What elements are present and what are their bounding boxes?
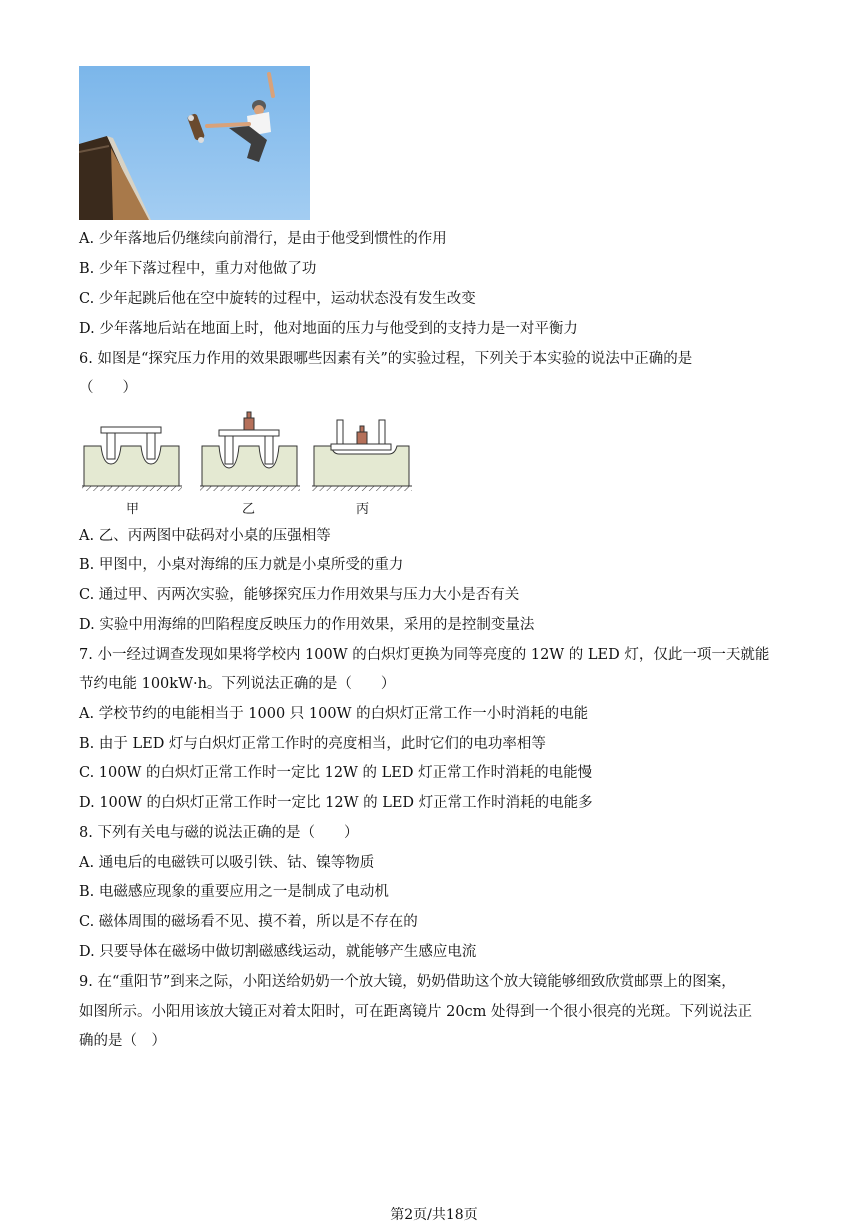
q7-option-c: C. 100W 的白炽灯正常工作时一定比 12W 的 LED 灯正常工作时消耗的电能慢 xyxy=(79,765,593,781)
figure-yi xyxy=(200,412,300,491)
figure-label-jia: 甲 xyxy=(126,502,140,517)
q7-option-a: A. 学校节约的电能相当于 1000 只 100W 的白炽灯正常工作一小时消耗的电能 xyxy=(79,706,589,722)
q8-option-c: C. 磁体周围的磁场看不见、摸不着，所以是不存在的 xyxy=(79,914,418,930)
q8-stem: 8. 下列有关电与磁的说法正确的是（ ） xyxy=(79,825,359,841)
q6-option-a: A. 乙、丙两图中砝码对小桌的压强相等 xyxy=(79,528,331,544)
q8-option-d: D. 只要导体在磁场中做切割磁感线运动，就能够产生感应电流 xyxy=(79,944,477,960)
q6-option-c: C. 通过甲、丙两次实验，能够探究压力作用效果与压力大小是否有关 xyxy=(79,587,520,603)
figure-label-yi: 乙 xyxy=(242,502,256,517)
q5-option-d: D. 少年落地后站在地面上时，他对地面的压力与他受到的支持力是一对平衡力 xyxy=(79,321,578,337)
pressure-experiment-figure xyxy=(79,406,415,518)
q6-option-b: B. 甲图中，小桌对海绵的压力就是小桌所受的重力 xyxy=(79,557,404,573)
q6-option-d: D. 实验中用海绵的凹陷程度反映压力的作用效果，采用的是控制变量法 xyxy=(79,617,535,633)
q5-option-a: A. 少年落地后仍继续向前滑行，是由于他受到惯性的作用 xyxy=(79,231,447,247)
page-footer: 第2页/共18页 xyxy=(390,1207,478,1223)
q9-stem-line3: 确的是（ ） xyxy=(79,1033,166,1049)
q9-stem-line2: 如图所示。小阳用该放大镜正对着太阳时，可在距离镜片 20cm 处得到一个很小很亮的光斑。下列说法正 xyxy=(79,1004,753,1020)
q8-option-a: A. 通电后的电磁铁可以吸引铁、钴、镍等物质 xyxy=(79,855,375,871)
q8-option-b: B. 电磁感应现象的重要应用之一是制成了电动机 xyxy=(79,884,389,900)
q7-stem: 7. 小一经过调查发现如果将学校内 100W 的白炽灯更换为同等亮度的 12W 的 LED 灯，仅此一项一天就能 xyxy=(79,647,770,663)
q9-stem: 9. 在“重阳节”到来之际，小阳送给奶奶一个放大镜，奶奶借助这个放大镜能够细致欣赏邮票上的图案， xyxy=(79,974,736,990)
figure-label-bing: 丙 xyxy=(356,502,370,517)
skateboarder-photo xyxy=(79,66,310,220)
q7-option-d: D. 100W 的白炽灯正常工作时一定比 12W 的 LED 灯正常工作时消耗的电能多 xyxy=(79,795,593,811)
q5-option-c: C. 少年起跳后他在空中旋转的过程中，运动状态没有发生改变 xyxy=(79,291,476,307)
q6-stem: 6. 如图是“探究压力作用的效果跟哪些因素有关”的实验过程，下列关于本实验的说法中正确的是 xyxy=(79,351,693,367)
figure-jia xyxy=(82,427,182,491)
figure-bing xyxy=(312,420,412,491)
q7-stem-line2: 节约电能 100kW·h。下列说法正确的是（ ） xyxy=(79,676,396,692)
q7-option-b: B. 由于 LED 灯与白炽灯正常工作时的亮度相当，此时它们的电功率相等 xyxy=(79,736,546,752)
q6-stem-bracket: （ ） xyxy=(79,380,137,396)
q5-option-b: B. 少年下落过程中，重力对他做了功 xyxy=(79,261,317,277)
